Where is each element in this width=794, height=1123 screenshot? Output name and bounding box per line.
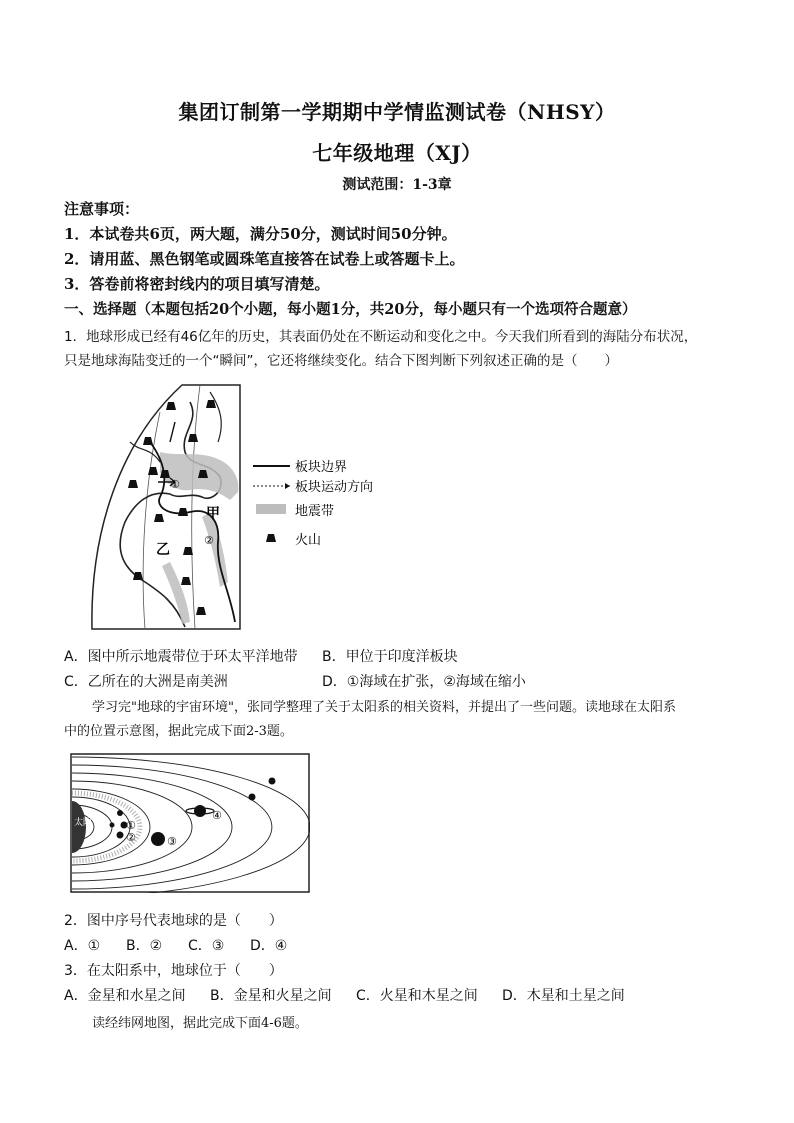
intro-4-6: 读经纬网地图，据此完成下面4-6题。: [92, 1016, 308, 1031]
paper-subtitle: 七年级地理（XJ）: [312, 141, 482, 165]
plate-tectonics-map: [90, 382, 390, 632]
q2-option-c[interactable]: C．③: [188, 938, 225, 954]
planet-label-1: ①: [126, 819, 136, 832]
test-scope: 测试范围：1-3章: [342, 177, 452, 193]
q1-option-d[interactable]: D．①海域在扩张，②海域在缩小: [322, 674, 526, 690]
label-jia: 甲: [206, 506, 220, 522]
paper-title: 集团订制第一学期期中学情监测试卷（NHSY）: [178, 100, 616, 124]
q1-stem-line-1: 1．地球形成已经有46亿年的历史，其表面仍处在不断运动和变化之中。今天我们所看到的海陆分布状况，: [64, 329, 698, 345]
q2-option-b[interactable]: B．②: [126, 938, 163, 954]
notes-heading: 注意事项：: [64, 200, 140, 218]
q3-option-c[interactable]: C．火星和木星之间: [356, 988, 478, 1004]
legend-direction: 板块运动方向: [295, 480, 374, 495]
q3-option-a[interactable]: A．金星和水星之间: [64, 988, 186, 1004]
q3-option-b[interactable]: B．金星和火星之间: [210, 988, 332, 1004]
sun-label: 太阳: [74, 818, 93, 828]
q3-stem: 3．在太阳系中，地球位于（ ）: [64, 963, 283, 979]
planet-label-3: ③: [167, 835, 177, 848]
legend-volcano-icon: [266, 534, 276, 542]
q2-option-a[interactable]: A．①: [64, 938, 101, 954]
legend-boundary: 板块边界: [295, 460, 348, 475]
intro-2-3-line-2: 中的位置示意图，据此完成下面2-3题。: [64, 724, 293, 739]
solar-system-diagram: [70, 753, 310, 893]
legend-quake: 地震带: [295, 504, 335, 519]
legend-quake-symbol: [256, 504, 286, 514]
q1-option-a[interactable]: A．图中所示地震带位于环太平洋地带: [64, 649, 298, 665]
q1-option-b[interactable]: B．甲位于印度洋板块: [322, 649, 458, 665]
label-yi: 乙: [156, 542, 170, 558]
planet-label-2: ②: [126, 831, 136, 844]
legend-volcano: 火山: [295, 533, 322, 548]
intro-2-3-line-1: 学习完"地球的宇宙环境"，张同学整理了关于太阳系的相关资料，并提出了一些问题。读地球在太阳系: [92, 700, 676, 715]
q1-option-c[interactable]: C．乙所在的大洲是南美洲: [64, 674, 228, 690]
planet-label-4: ④: [212, 809, 222, 822]
label-circle-1: ①: [170, 478, 180, 491]
q1-stem-line-2: 只是地球海陆变迁的一个“瞬间”，它还将继续变化。结合下图判断下列叙述正确的是（ ）: [64, 353, 618, 369]
note-item-2: 2．请用蓝、黑色钢笔或圆珠笔直接答在试卷上或答题卡上。: [64, 250, 465, 268]
note-item-1: 1．本试卷共6页，两大题，满分50分，测试时间50分钟。: [64, 225, 457, 243]
section-1-heading: 一、选择题（本题包括20个小题，每小题1分，共20分，每小题只有一个选项符合题意）: [64, 301, 637, 318]
q2-option-d[interactable]: D．④: [250, 938, 288, 954]
q2-stem: 2．图中序号代表地球的是（ ）: [64, 913, 283, 929]
label-circle-2: ②: [204, 534, 214, 547]
q3-option-d[interactable]: D．木星和土星之间: [502, 988, 625, 1004]
note-item-3: 3．答卷前将密封线内的项目填写清楚。: [64, 275, 330, 293]
